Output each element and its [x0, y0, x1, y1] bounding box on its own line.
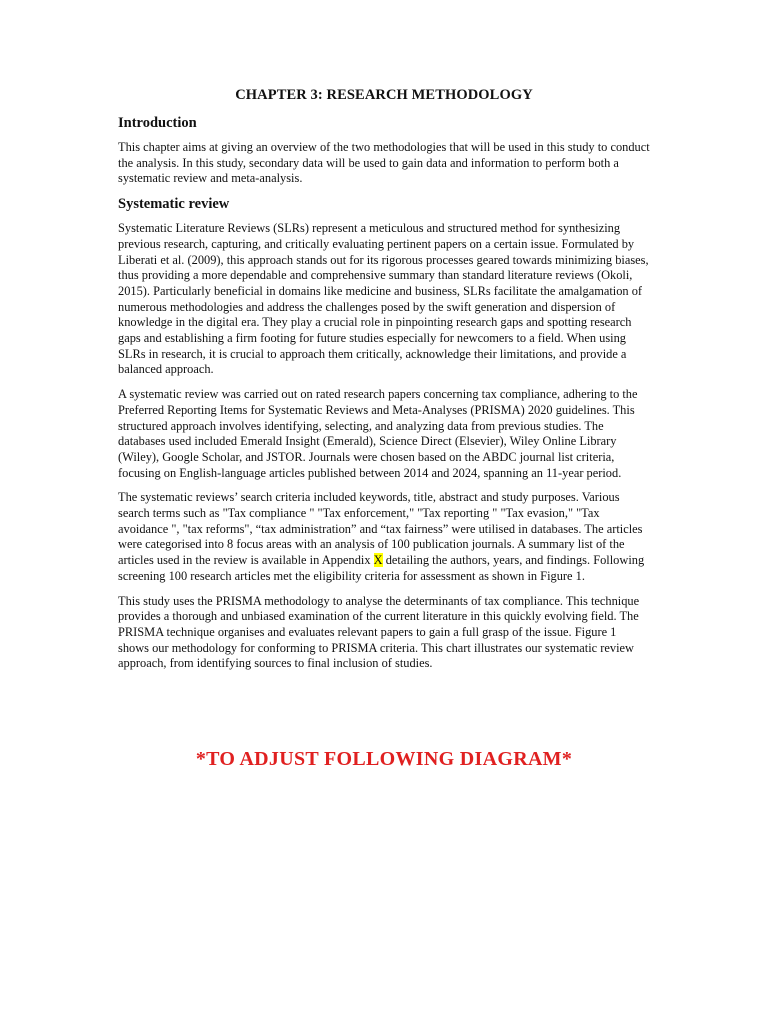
systematic-review-paragraph-4: This study uses the PRISMA methodology to analyse the determinants of tax compliance. This technique provides a thorough and unbiased examination of the current literature in this quickly evolving field. The PRISMA technique organises and evaluates relevant papers to gain a full grasp of the issue. Figure 1 shows our methodology for conforming to PRISMA criteria. This chart illustrates our systematic review approach, from identifying sources to final inclusion of studies. — [118, 593, 640, 671]
paragraph-3-text-before: The systematic reviews’ search criteria included keywords, title, abstract and study purposes. Various search terms such as "Tax compliance " "Tax enforcement," "Tax reporting " "Tax evasion," "Tax avoidance ", "tax reforms", “tax administration” and “tax fairness” were utilised in databases. The articles were categorised into 8 focus areas with an analysis of 100 publication journals. A summary list of the articles used in the review is available in Appendix — [118, 490, 643, 568]
systematic-review-section — [118, 195, 650, 672]
chapter-title: CHAPTER 3: RESEARCH METHODOLOGY — [235, 87, 533, 103]
systematic-review-paragraph-2: A systematic review was carried out on rated research papers concerning tax compliance, adhering to the Preferred Reporting Items for Systematic Reviews and Meta-Analyses (PRISMA) 2020 guidelines. This structured approach involves identifying, selecting, and analyzing data from previous studies. The databases used included Emerald Insight (Emerald), Science Direct (Elsevier), Wiley Online Library (Wiley), Google Scholar, and JSTOR. Journals were chosen based on the ABDC journal list criteria, focusing on English-language articles published between 2014 and 2024, spanning an 11-year period. — [118, 387, 638, 480]
systematic-review-paragraph-3 — [118, 490, 650, 584]
paragraph-3-text-after: detailing the authors, years, and findings. Following screening 100 research articles met the eligibility criteria for assessment as shown in Figure 1. — [118, 553, 645, 583]
systematic-review-heading: Systematic review — [118, 196, 230, 213]
document-body — [118, 86, 650, 681]
introduction-section — [118, 114, 650, 187]
appendix-placeholder-highlight: X — [373, 553, 383, 568]
adjust-diagram-note: *TO ADJUST FOLLOWING DIAGRAM* — [195, 748, 573, 770]
systematic-review-paragraph-1: Systematic Literature Reviews (SLRs) represent a meticulous and structured method for synthesizing previous research, capturing, and critically evaluating pertinent papers on a certain issue. Formulated by Liberati et al. (2009), this approach stands out for its rigorous processes geared towards minimizing biases, thus providing a more dependable and comprehensive summary than standard literature reviews (Okoli, 2015). Particularly beneficial in domains like medicine and business, SLRs facilitate the amalgamation of numerous methodologies and address the challenges posed by the swift generation and dispersion of knowledge in the digital era. They play a crucial role in pinpointing research gaps and spotting research gaps and establishing a firm footing for future studies especially for newcomers to a field. When using SLRs in research, it is crucial to approach them critically, acknowledge their limitations, and provide a balanced approach. — [118, 221, 649, 377]
introduction-heading: Introduction — [118, 115, 197, 131]
introduction-paragraph: This chapter aims at giving an overview of the two methodologies that will be used in this study to conduct the analysis. In this study, secondary data will be used to gain data and information to perform both a systematic review and meta-analysis. — [118, 140, 650, 186]
